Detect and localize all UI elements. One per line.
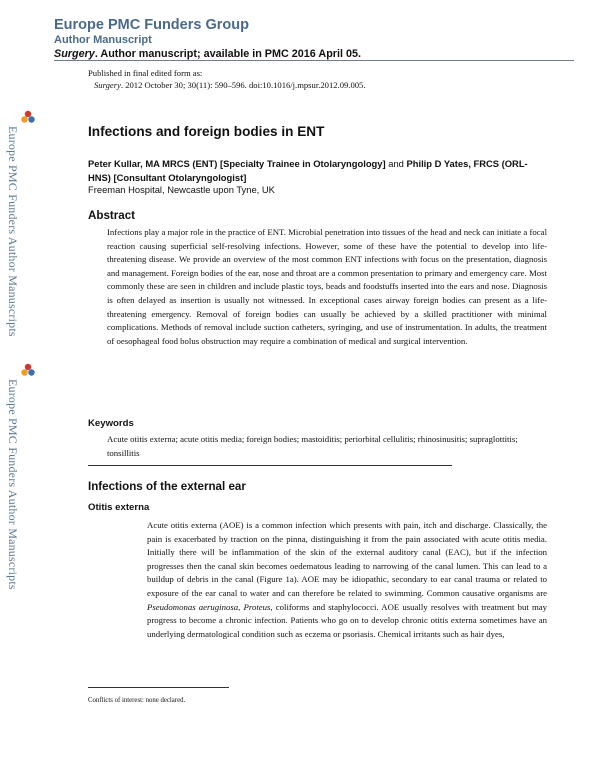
author-2: Philip D Yates, FRCS (ORL-HNS) [Consultant Otolaryngologist] [88, 158, 528, 183]
journal-availability-line [54, 47, 574, 61]
citation-line [88, 79, 365, 91]
publication-info [88, 67, 365, 91]
keywords-text: Acute otitis externa; acute otitis media; foreign bodies; mastoiditis; periorbital cellulitis; rhinosinusitis; supraglottitis; tonsillitis [107, 434, 518, 458]
organism-proteus: Proteus [243, 601, 271, 612]
author-manuscript-label: Author Manuscript [54, 34, 152, 46]
europe-pmc-logo-icon [20, 362, 36, 378]
availability-text: . Author manuscript; available in PMC 2016 April 05. [94, 48, 362, 60]
author-join: and [385, 158, 407, 169]
author-1: Peter Kullar, MA MRCS (ENT) [Specialty Trainee in Otolaryngology] [88, 158, 386, 169]
abstract-heading: Abstract [88, 209, 136, 222]
organism-pseudomonas: Pseudomonas aeruginosa [147, 601, 239, 612]
footnote-divider [88, 687, 229, 688]
citation-journal: Surgery [94, 80, 121, 90]
otitis-text-part-1: Acute otitis externa (AOE) is a common infection which presents with pain, itch and discharge. Classically, the pain is exacerbated by traction on the pinna, distinguishing it from the pain associated with acute otitis media. Initially there will be inflammation of the skin of the external auditory canal (EAC), but if the infection progresses then the canal skin becomes oedematous leading to narrowing of the canal lumen. This can lead to a buildup of debris in the canal (Figure 1a). AOE may be idiopathic, secondary to ear canal trauma or related to exposure of the ear canal to water and can therefore be related to swimming. Common causative organisms are [147, 520, 547, 598]
journal-name: Surgery [54, 48, 95, 60]
abstract-text: Infections play a major role in the practice of ENT. Microbial penetration into tissues of the head and neck can initiate a focal reaction causing superficial self-resolving infections. However, some of these have the potential to develop into life-threatening disease. We provide an overview of the most common ENT infections with focus on the presentation, diagnosis and management. Foreign bodies of the ear, nose and throat are a common presentation to primary and emergency care. Most commonly these are seen in children and include plastic toys, beads and foodstuffs inserted into the ears and nose. Diagnosis is often delayed as insertion is usually not witnessed. In exceptional cases airway foreign bodies can present as a life-threatening emergency. Removal of foreign bodies can usually be achieved by a skilled practitioner with minimal complications. Methods of removal include suction catheters, syringing, and use of instrumentation. In adults, the treatment of oesophageal food bolus obstruction may require a combination of medical and surgical intervention. [107, 227, 547, 346]
header-block [54, 16, 574, 61]
europe-pmc-logo-icon [20, 109, 36, 125]
subsection-heading-otitis-externa: Otitis externa [88, 502, 150, 513]
funders-group-title: Europe PMC Funders Group [54, 17, 249, 33]
section-heading-external-ear: Infections of the external ear [88, 480, 246, 493]
author-list [88, 157, 548, 184]
otitis-text-part-2: , coliforms and staphylococci. AOE usually resolves with treatment but may progress to become a chronic infection. Patients who go on to develop chronic otitis externa sometimes have an underlying dermatological condition such as eczema or psoriasis. Chemical irritants such as hair dyes, [147, 601, 548, 639]
side-label-top: Europe PMC Funders Author Manuscripts [6, 126, 20, 337]
side-label-bottom: Europe PMC Funders Author Manuscripts [6, 379, 20, 590]
otitis-externa-paragraph [147, 519, 547, 641]
affiliation: Freeman Hospital, Newcastle upon Tyne, UK [88, 184, 275, 195]
published-as-label: Published in final edited form as: [88, 68, 203, 78]
article-title: Infections and foreign bodies in ENT [88, 124, 325, 139]
citation-details: . 2012 October 30; 30(11): 590–596. doi:10.1016/j.mpsur.2012.09.005. [120, 80, 366, 90]
organism-separator: , [238, 601, 244, 612]
header-divider [54, 60, 574, 61]
keywords-heading: Keywords [88, 418, 134, 429]
footnote-conflicts: Conflicts of interest: none declared. [88, 697, 186, 704]
keywords-divider [88, 465, 452, 466]
